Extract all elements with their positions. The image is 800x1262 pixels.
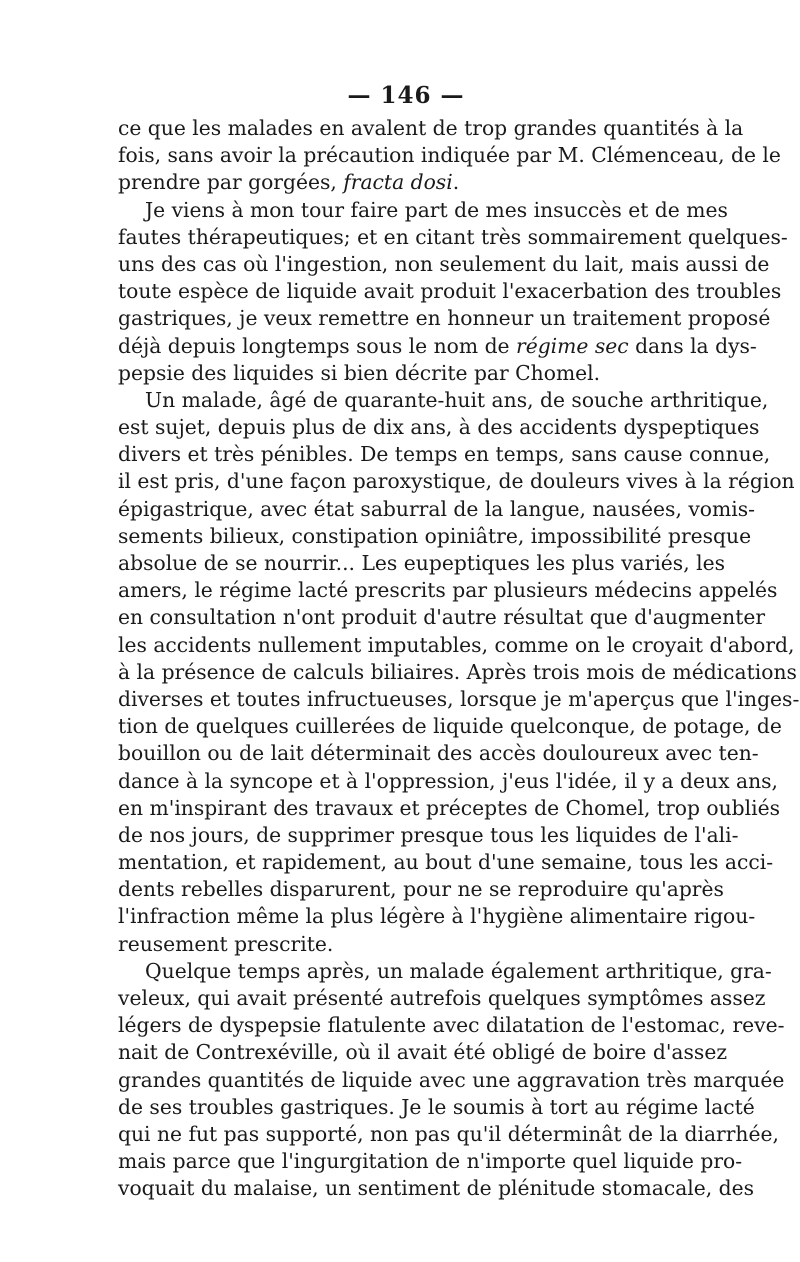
- text-line: est sujet, depuis plus de dix ans, à des accidents dyspeptiques: [118, 415, 760, 440]
- text-line: absolue de se nourrir... Les eupeptiques les plus variés, les: [118, 551, 726, 575]
- text-line: dents rebelles disparurent, pour ne se reproduire qu'après: [118, 877, 724, 902]
- text-line: à la présence de calculs biliaires. Après trois mois de médications: [118, 659, 797, 684]
- text-span: dans la dys-: [628, 333, 757, 358]
- text-line: ce que les malades en avalent de trop grandes quantités à la: [118, 116, 744, 140]
- text-line: dance à la syncope et à l'oppression, j'eus l'idée, il y a deux ans,: [118, 768, 778, 793]
- text-line: en consultation n'ont produit d'autre résultat que d'augmenter: [118, 605, 766, 630]
- text-line: [118, 333, 757, 360]
- text-line: nait de Contrexéville, où il avait été obligé de boire d'assez: [118, 1040, 728, 1065]
- text-line: fautes thérapeutiques; et en citant très sommairement quelques-: [118, 224, 788, 249]
- text-span: déjà depuis longtemps sous le nom de: [118, 333, 516, 358]
- text-span: prendre par gorgées,: [118, 170, 344, 195]
- text-line: grandes quantités de liquide avec une aggravation très marquée: [118, 1067, 785, 1092]
- paragraph-start-line: Quelque temps après, un malade également arthritique, gra-: [145, 958, 772, 983]
- text-line: fois, sans avoir la précaution indiquée par M. Clémenceau, de le: [118, 143, 781, 168]
- text-line: mentation, et rapidement, au bout d'une semaine, tous les acci-: [118, 850, 774, 875]
- text-span: .: [452, 170, 460, 195]
- text-line: amers, le régime lacté prescrits par plusieurs médecins appelés: [118, 578, 778, 603]
- text-line: gastriques, je veux remettre en honneur un traitement proposé: [118, 306, 771, 331]
- text-line: l'infraction même la plus légère à l'hygiène alimentaire rigou-: [118, 904, 756, 929]
- italic-term: régime sec: [516, 333, 629, 358]
- text-line: sements bilieux, constipation opiniâtre, impossibilité presque: [118, 523, 752, 548]
- text-line: veleux, qui avait présenté autrefois quelques symptômes assez: [118, 986, 766, 1010]
- text-line: épigastrique, avec état saburral de la langue, nausées, vomis-: [118, 496, 755, 521]
- book-page: [118, 82, 800, 1203]
- text-line: voquait du malaise, un sentiment de plénitude stomacale, des: [118, 1176, 755, 1201]
- text-line: reusement prescrite.: [118, 931, 334, 956]
- text-line: de nos jours, de supprimer presque tous les liquides de l'ali-: [118, 822, 739, 847]
- text-line: uns des cas où l'ingestion, non seulement du lait, mais aussi de: [118, 251, 770, 276]
- text-line: bouillon ou de lait déterminait des accès douloureux avec ten-: [118, 741, 759, 766]
- text-line: de ses troubles gastriques. Je le soumis à tort au régime lacté: [118, 1094, 755, 1119]
- text-line: mais parce que l'ingurgitation de n'importe quel liquide pro-: [118, 1149, 743, 1174]
- text-line: pepsie des liquides si bien décrite par Chomel.: [118, 360, 601, 385]
- text-line: divers et très pénibles. De temps en temps, sans cause connue,: [118, 442, 771, 467]
- text-line: [118, 169, 684, 196]
- text-line: légers de dyspepsie flatulente avec dilatation de l'estomac, reve-: [118, 1013, 785, 1038]
- page-number: — 146 —: [347, 82, 465, 109]
- text-line: en m'inspirant des travaux et préceptes de Chomel, trop oubliés: [118, 795, 781, 820]
- text-line: toute espèce de liquide avait produit l'exacerbation des troubles: [118, 279, 782, 304]
- text-line: les accidents nullement imputables, comme on le croyait d'abord,: [118, 632, 795, 657]
- paragraph-start-line: Un malade, âgé de quarante-huit ans, de souche arthritique,: [145, 387, 769, 412]
- italic-term: fracta dosi: [343, 170, 453, 195]
- text-line: il est pris, d'une façon paroxystique, de douleurs vives à la région: [118, 469, 795, 494]
- text-line: tion de quelques cuillerées de liquide quelconque, de potage, de: [118, 714, 782, 739]
- paragraph-start-line: Je viens à mon tour faire part de mes insuccès et de mes: [145, 197, 728, 222]
- body-text: [118, 115, 800, 1203]
- text-line: diverses et toutes infructueuses, lorsque je m'aperçus que l'inges-: [118, 686, 800, 711]
- text-line: qui ne fut pas supporté, non pas qu'il déterminât de la diarrhée,: [118, 1121, 779, 1146]
